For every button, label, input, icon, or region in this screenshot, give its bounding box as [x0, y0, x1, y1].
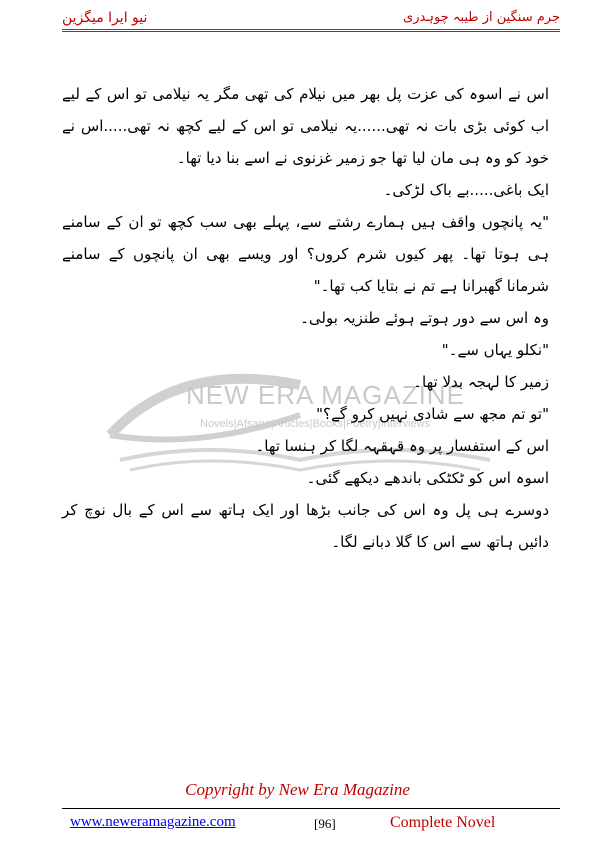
paragraph: "نکلو یہاں سے۔" [441, 341, 549, 359]
paragraph: اس نے اسوہ کی عزت پل بھر میں نیلام کی تھی مگر یہ نیلامی تو اس کے لیے اب کوئی بڑی بات نہ تھی......یہ نیلامی تو اس کے لیے کچھ نہ تھی.....اس نے خود کو وہ ہی مان لیا تھا جو زمیر غزنوی نے اسے بنا دیا تھا۔ [62, 85, 549, 167]
header-magazine-name: نیو ایرا میگزین [62, 10, 148, 26]
watermark-title: NEW ERA MAGAZINE [186, 380, 465, 410]
watermark-categories: Novels|Afsana|Articles|Books|Poetry|Interviews [200, 418, 431, 430]
story-text [62, 78, 549, 558]
page-header [62, 6, 560, 32]
paragraph: وہ اس سے دور ہوتے ہوئے طنزیہ بولی۔ [300, 309, 549, 327]
paragraph: "یہ پانچوں واقف ہیں ہمارے رشتے سے، پہلے بھی سب کچھ تو ان کے سامنے ہی ہوتا تھا۔ پھر کیوں شرم کروں؟ اور ویسے بھی ان پانچوں کے سامنے شرمانا گھبرانا ہے تم نے بتایا کب تھا۔" [62, 213, 549, 295]
paragraph: اسوہ اس کو ٹکٹکی باندھے دیکھے گئی۔ [306, 469, 549, 487]
paragraph: اس کے استفسار پر وہ قہقہہ لگا کر ہنسا تھا۔ [255, 437, 549, 455]
footer-divider [62, 808, 560, 809]
paragraph: دوسرے ہی پل وہ اس کی جانب بڑھا اور ایک ہاتھ سے اس کے بال نوچ کر دائیں ہاتھ سے اس کا گلا دبانے لگا۔ [62, 501, 549, 551]
paragraph: "تو تم مجھ سے شادی نہیں کرو گے؟" [316, 405, 549, 423]
copyright-notice: Copyright by New Era Magazine [185, 780, 410, 799]
header-divider [62, 29, 560, 32]
paragraph: ایک باغی.....بے باک لڑکی۔ [383, 181, 549, 199]
website-link[interactable]: www.neweramagazine.com [70, 814, 236, 830]
page-number: [96] [314, 816, 336, 831]
paragraph: زمیر کا لہجہ بدلا تھا۔ [413, 373, 549, 391]
header-title: جرم سنگین از طیبہ چوہدری [403, 10, 560, 25]
footer-label: Complete Novel [390, 814, 496, 831]
